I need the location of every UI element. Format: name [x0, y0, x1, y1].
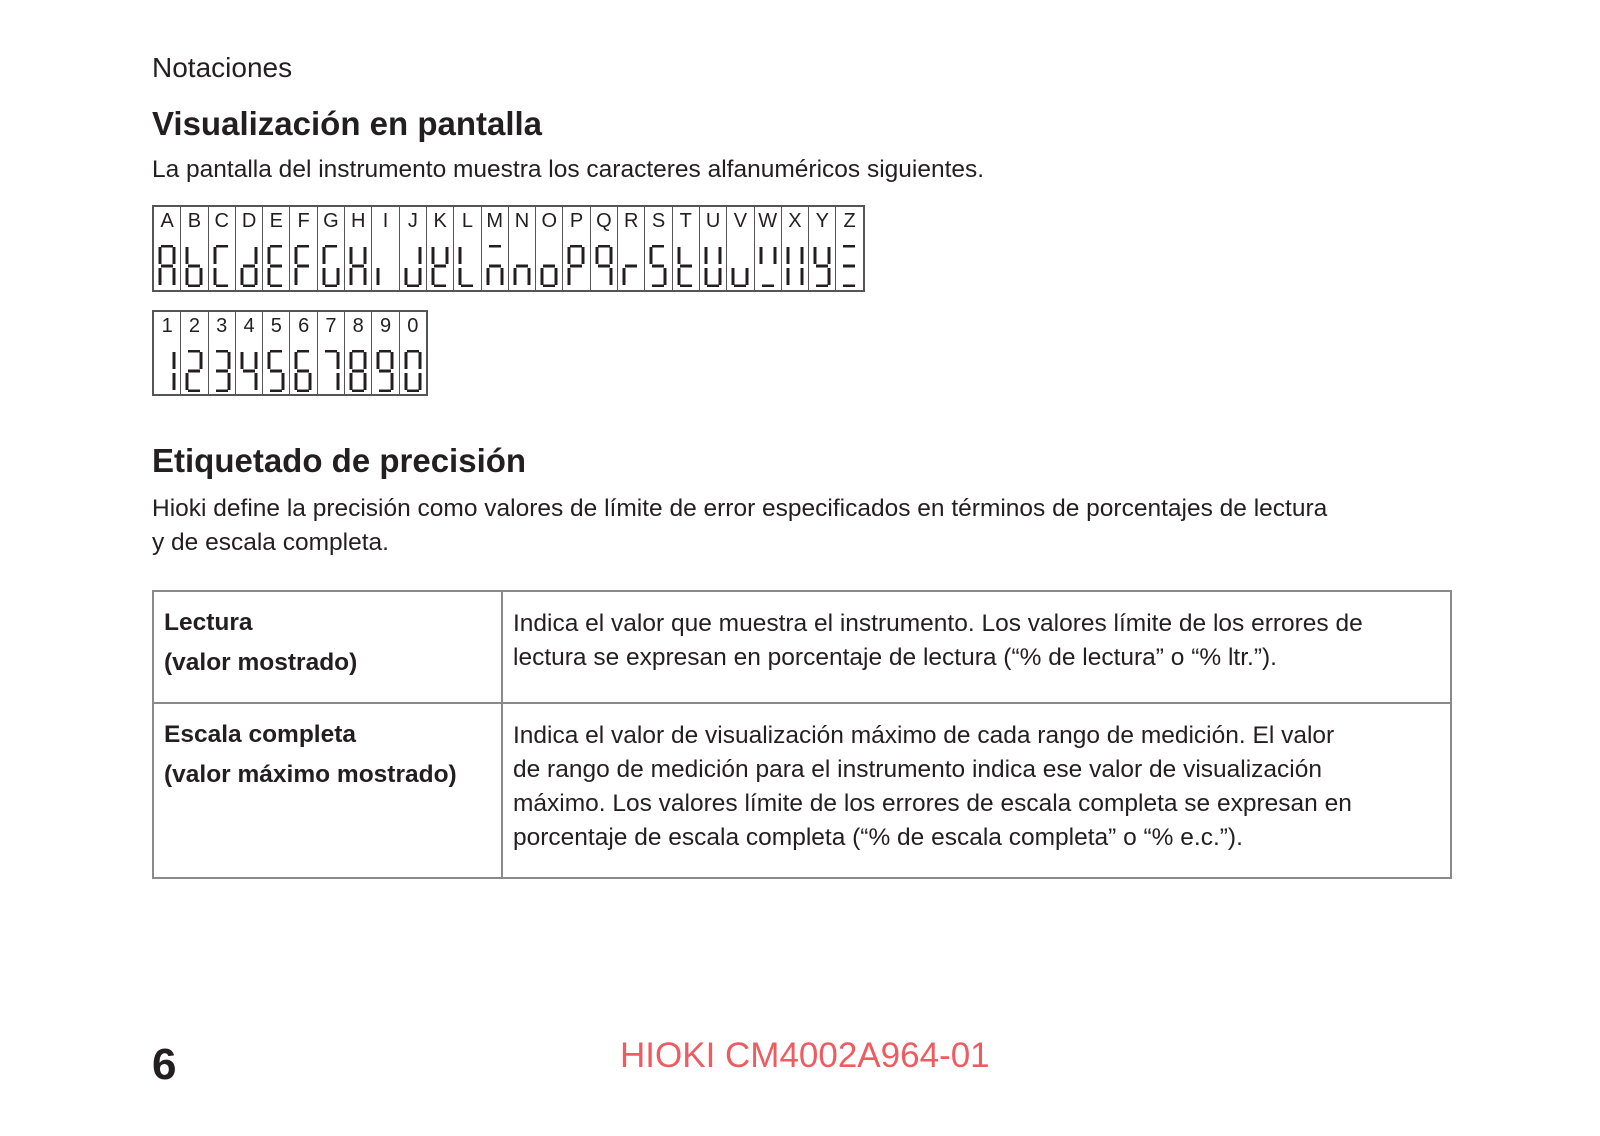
- lcd-glyph-icon: [513, 245, 532, 287]
- lcd-char-label: 9: [379, 315, 392, 337]
- lcd-cell: [209, 312, 236, 394]
- lcd-cell: [345, 207, 372, 290]
- accuracy-intro-line-2: y de escala completa.: [152, 529, 389, 556]
- lcd-char-label: E: [269, 210, 283, 232]
- lcd-glyph-icon: [349, 245, 368, 287]
- lcd-char-label: H: [351, 210, 366, 232]
- lcd-cell: [645, 207, 672, 290]
- lcd-char-label: 0: [407, 315, 419, 337]
- lcd-char-label: 5: [270, 315, 282, 337]
- lcd-cell: [154, 207, 181, 290]
- accuracy-intro-line-1: Hioki define la precisión como valores de límite de error especificados en términos de porcentajes de lectura: [152, 495, 1328, 522]
- description-line: porcentaje de escala completa (“% de escala completa” o “% e.c.”).: [513, 824, 1243, 851]
- lcd-glyph-icon: [185, 350, 204, 392]
- lcd-cell: [290, 312, 317, 394]
- description-cell: [502, 703, 1451, 878]
- lcd-glyph-icon: [185, 245, 204, 287]
- accuracy-table: [152, 590, 1452, 879]
- lcd-glyph-icon: [376, 245, 395, 287]
- lcd-char-label: 1: [161, 315, 173, 337]
- display-intro: La pantalla del instrumento muestra los caracteres alfanuméricos siguientes.: [152, 156, 985, 183]
- lcd-glyph-icon: [458, 245, 477, 287]
- lcd-cell: [809, 207, 836, 290]
- lcd-glyph-icon: [322, 245, 341, 287]
- lcd-char-label: Y: [815, 210, 829, 232]
- lcd-glyph-icon: [294, 350, 313, 392]
- lcd-glyph-icon: [213, 245, 232, 287]
- lcd-cell: [263, 207, 290, 290]
- lcd-cell: [400, 207, 427, 290]
- lcd-digits-panel: [152, 310, 428, 396]
- lcd-char-label: X: [788, 210, 802, 232]
- lcd-char-label: 3: [216, 315, 228, 337]
- lcd-cell: [782, 207, 809, 290]
- lcd-char-label: I: [382, 210, 389, 232]
- lcd-cell: [236, 312, 263, 394]
- lcd-cell: [563, 207, 590, 290]
- lcd-cell: [509, 207, 536, 290]
- lcd-glyph-icon: [158, 350, 177, 392]
- lcd-cell: [372, 312, 399, 394]
- lcd-char-label: V: [733, 210, 748, 232]
- lcd-char-label: W: [758, 210, 778, 232]
- lcd-glyph-icon: [240, 350, 259, 392]
- lcd-char-label: G: [323, 210, 339, 232]
- lcd-cell: [400, 312, 426, 394]
- lcd-glyph-icon: [213, 350, 232, 392]
- lcd-cell: [372, 207, 399, 290]
- lcd-char-label: N: [514, 210, 530, 232]
- lcd-glyph-icon: [431, 245, 450, 287]
- table-row: [153, 703, 1451, 878]
- description-line: de rango de medición para el instrumento indica ese valor de visualización: [513, 756, 1322, 783]
- description-line: Indica el valor que muestra el instrumento. Los valores límite de los errores de: [513, 610, 1363, 637]
- term-line: Lectura: [164, 609, 253, 636]
- lcd-glyph-icon: [759, 245, 778, 287]
- lcd-letters-panel: [152, 205, 865, 292]
- lcd-glyph-icon: [376, 350, 395, 392]
- lcd-cell: [290, 207, 317, 290]
- lcd-char-label: 7: [325, 315, 337, 337]
- lcd-glyph-icon: [240, 245, 259, 287]
- section-label: Notaciones: [152, 52, 293, 83]
- lcd-char-label: O: [541, 210, 558, 232]
- lcd-cell: [427, 207, 454, 290]
- lcd-char-label: D: [241, 210, 257, 232]
- lcd-cell: [236, 207, 263, 290]
- lcd-glyph-icon: [294, 245, 313, 287]
- page-number: 6: [152, 1040, 177, 1089]
- lcd-cell: [209, 207, 236, 290]
- description-line: máximo. Los valores límite de los errores de escala completa se expresan en: [513, 790, 1352, 817]
- lcd-glyph-icon: [349, 350, 368, 392]
- lcd-glyph-icon: [622, 245, 641, 287]
- accuracy-heading: Etiquetado de precisión: [152, 442, 527, 479]
- lcd-char-label: U: [705, 210, 721, 232]
- lcd-cell: [345, 312, 372, 394]
- term-line: (valor máximo mostrado): [164, 761, 457, 788]
- lcd-char-label: A: [160, 210, 174, 232]
- lcd-char-label: S: [651, 210, 666, 232]
- lcd-glyph-icon: [813, 245, 832, 287]
- term-cell: [153, 591, 502, 703]
- term-cell: [153, 703, 502, 878]
- lcd-cell: [591, 207, 618, 290]
- lcd-cell: [154, 312, 181, 394]
- lcd-char-label: K: [433, 210, 447, 232]
- lcd-glyph-icon: [540, 245, 559, 287]
- term-line: Escala completa: [164, 721, 357, 748]
- display-heading: Visualización en pantalla: [152, 105, 543, 142]
- footer-document-code: HIOKI CM4002A964-01: [620, 1036, 990, 1075]
- lcd-cell: [700, 207, 727, 290]
- lcd-glyph-icon: [595, 245, 614, 287]
- lcd-char-label: T: [679, 210, 692, 232]
- lcd-glyph-icon: [704, 245, 723, 287]
- lcd-glyph-icon: [840, 245, 859, 287]
- lcd-glyph-icon: [677, 245, 696, 287]
- lcd-glyph-icon: [486, 245, 505, 287]
- lcd-cell: [755, 207, 782, 290]
- lcd-char-label: 6: [298, 315, 310, 337]
- lcd-char-label: M: [486, 210, 504, 232]
- lcd-cell: [263, 312, 290, 394]
- lcd-glyph-icon: [267, 245, 286, 287]
- lcd-char-label: R: [623, 210, 639, 232]
- lcd-char-label: 8: [352, 315, 364, 337]
- lcd-glyph-icon: [649, 245, 668, 287]
- lcd-char-label: B: [187, 210, 202, 232]
- description-line: Indica el valor de visualización máximo de cada rango de medición. El valor: [513, 722, 1335, 749]
- lcd-glyph-icon: [322, 350, 341, 392]
- lcd-cell: [482, 207, 509, 290]
- lcd-char-label: F: [297, 210, 310, 232]
- lcd-cell: [454, 207, 481, 290]
- lcd-glyph-icon: [567, 245, 586, 287]
- lcd-char-label: J: [407, 210, 418, 232]
- lcd-char-label: Z: [843, 210, 856, 232]
- lcd-cell: [181, 312, 208, 394]
- lcd-cell: [618, 207, 645, 290]
- lcd-glyph-icon: [404, 245, 423, 287]
- lcd-cell: [727, 207, 754, 290]
- description-line: lectura se expresan en porcentaje de lectura (“% de lectura” o “% ltr.”).: [513, 644, 1277, 671]
- lcd-char-label: 2: [188, 315, 200, 337]
- lcd-cell: [318, 207, 345, 290]
- lcd-char-label: L: [461, 210, 473, 232]
- lcd-glyph-icon: [267, 350, 286, 392]
- lcd-glyph-icon: [731, 245, 750, 287]
- lcd-char-label: P: [569, 210, 584, 232]
- lcd-cell: [836, 207, 862, 290]
- lcd-glyph-icon: [786, 245, 805, 287]
- table-row: [153, 591, 1451, 703]
- description-cell: [502, 591, 1451, 703]
- lcd-cell: [673, 207, 700, 290]
- lcd-cell: [536, 207, 563, 290]
- lcd-glyph-icon: [404, 350, 423, 392]
- lcd-char-label: C: [214, 210, 229, 232]
- lcd-glyph-icon: [158, 245, 177, 287]
- lcd-cell: [181, 207, 208, 290]
- lcd-char-label: Q: [596, 210, 612, 232]
- lcd-char-label: 4: [243, 315, 255, 337]
- lcd-cell: [318, 312, 345, 394]
- term-line: (valor mostrado): [164, 649, 358, 676]
